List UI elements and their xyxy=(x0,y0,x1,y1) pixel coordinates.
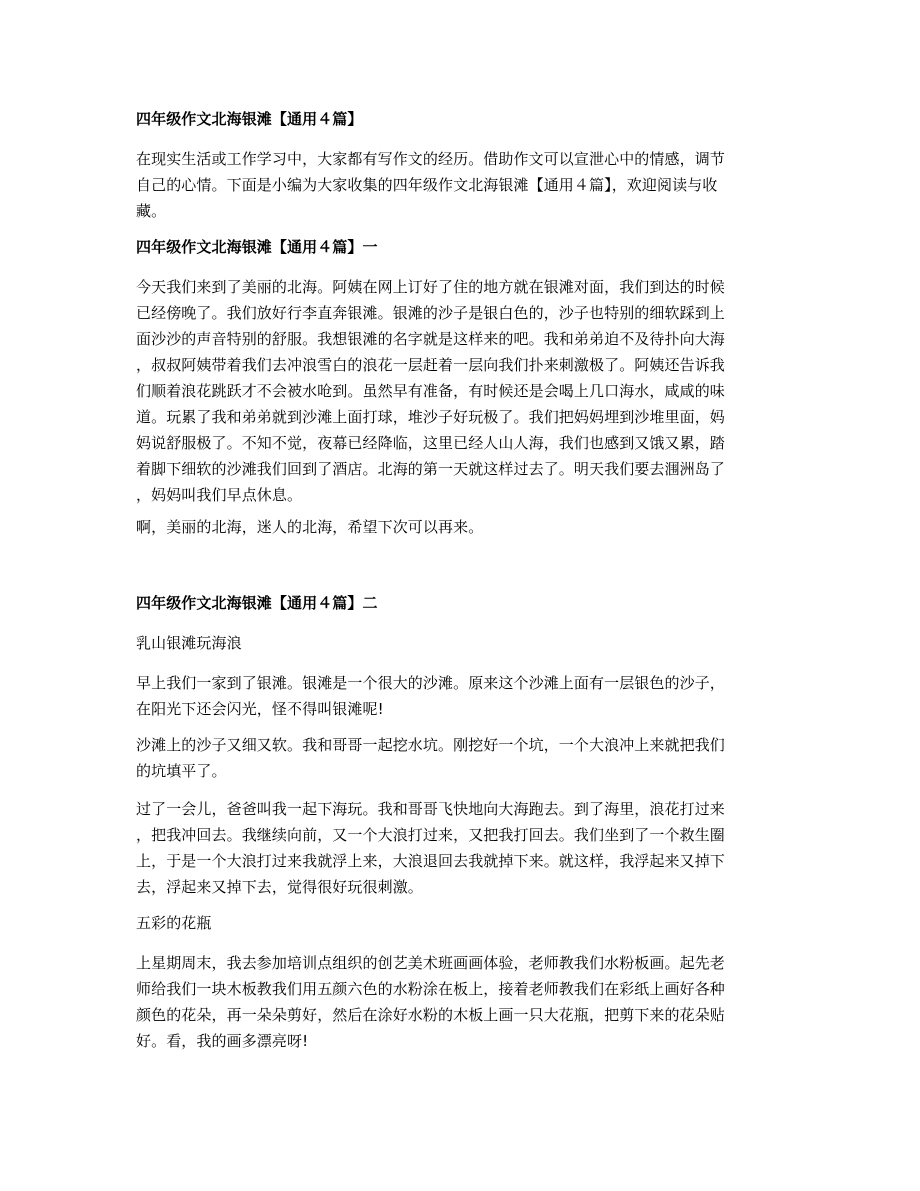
document-title: 四年级作文北海银滩【通用４篇】 xyxy=(136,110,363,128)
section-2-paragraph-1: 早上我们一家到了银滩。银滩是一个很大的沙滩。原来这个沙滩上面有一层银色的沙子， 在阳光下还会闪光，怪不得叫银滩呢! xyxy=(136,674,725,718)
section-2-paragraph-3: 过了一会儿，爸爸叫我一起下海玩。我和哥哥飞快地向大海跑去。到了海里，浪花打过来 ，把我冲回去。我继续向前，又一个大浪打过来，又把我打回去。我们坐到了一个救生圈 上，于是一个大浪打过来我就浮上来，大浪退回去我就掉下来。就这样，我浮起来又掉下 去，浮起来又掉下去，觉得很好玩很刺激。 xyxy=(136,800,725,896)
section-2-subtitle-1: 乳山银滩玩海浪 xyxy=(136,634,242,652)
section-1-paragraph-2: 啊，美丽的北海，迷人的北海，希望下次可以再来。 xyxy=(136,518,484,536)
section-2-paragraph-2: 沙滩上的沙子又细又软。我和哥哥一起挖水坑。刚挖好一个坑，一个大浪冲上来就把我们 的坑填平了。 xyxy=(136,736,725,780)
section-1-paragraph-1: 今天我们来到了美丽的北海。阿姨在网上订好了住的地方就在银滩对面，我们到达的时候 已经傍晚了。我们放好行李直奔银滩。银滩的沙子是银白色的，沙子也特别的细软踩到上 面沙沙的声音特别的舒服。我想银滩的名字就是这样来的吧。我和弟弟迫不及待扑向大海 ，叔叔阿姨带着我们去冲浪雪白的浪花一层赶着一层向我们扑来刺激极了。阿姨还告诉我 们顺着浪花跳跃才不会被水呛到。虽然早有准备，有时候还是会喝上几口海水，咸咸的味 道。玩累了我和弟弟就到沙滩上面打球，堆沙子好玩极了。我们把妈妈埋到沙堆里面，妈 妈说舒服极了。不知不觉，夜幕已经降临，这里已经人山人海，我们也感到又饿又累，踏 着脚下细软的沙滩我们回到了酒店。北海的第一天就这样过去了。明天我们要去涠洲岛了 ，妈妈叫我们早点休息。 xyxy=(136,278,725,504)
section-2-heading: 四年级作文北海银滩【通用４篇】二 xyxy=(136,594,378,612)
section-2-paragraph-4: 上星期周末，我去参加培训点组织的创艺美术班画画体验，老师教我们水粉板画。起先老 师给我们一块木板教我们用五颜六色的水粉涂在板上，接着老师教我们在彩纸上画好各种 颜色的花朵，再一朵朵剪好，然后在涂好水粉的木板上画一只大花瓶，把剪下来的花朵贴 好。看，我的画多漂亮呀! xyxy=(136,954,725,1050)
intro-paragraph: 在现实生活或工作学习中，大家都有写作文的经历。借助作文可以宣泄心中的情感，调节 自己的心情。下面是小编为大家收集的四年级作文北海银滩【通用４篇】，欢迎阅读与收 藏。 xyxy=(136,150,725,220)
section-1-heading: 四年级作文北海银滩【通用４篇】一 xyxy=(136,238,378,256)
section-2-subtitle-2: 五彩的花瓶 xyxy=(136,914,212,932)
